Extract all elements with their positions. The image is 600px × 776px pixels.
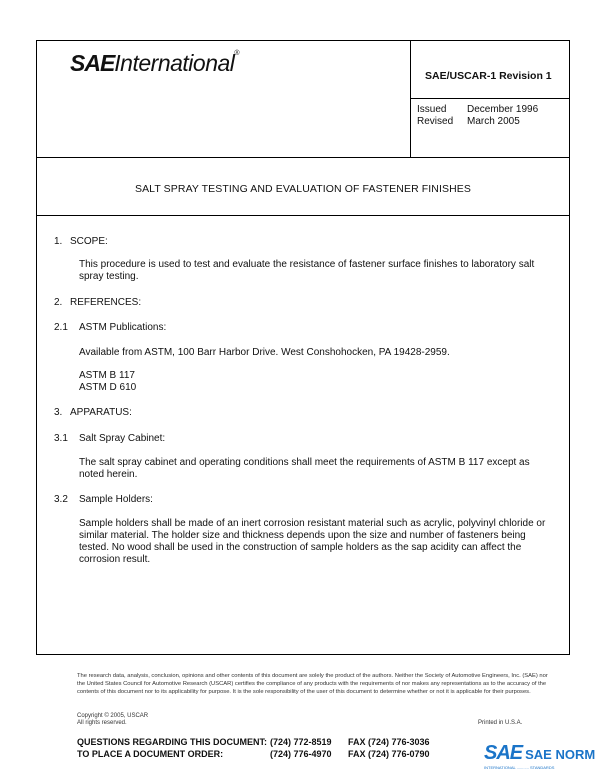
section-3-title: APPARATUS: <box>70 407 132 418</box>
section-3-1-number: 3.1 <box>54 433 68 444</box>
section-2-1-title: ASTM Publications: <box>79 322 167 333</box>
title-bottom-rule <box>36 215 570 216</box>
section-2-1-number: 2.1 <box>54 322 68 333</box>
order-fax: FAX (724) 776-0790 <box>348 749 430 759</box>
sae-international-logo <box>70 50 240 76</box>
reference-astm-b117: ASTM B 117 <box>79 370 135 381</box>
date-block <box>417 104 538 128</box>
footer-printed: Printed in U.S.A. <box>478 720 523 726</box>
footer-disclaimer: The research data, analysis, conclusion, opinions and other contents of this document are solely the product of the authors. Neither the Society of Automotive Engineers, Inc. (SAE) nor the United States Council for Automotive Research (USCAR) certifies the compliance of any products with the requirements of nor makes any representations as to the accuracy of the contents of this document nor to its applicability for purpose. It is the sole responsibility of the user of this document to determine whether or not it is applicable for their purposes. <box>77 673 548 695</box>
footer-copyright: Copyright © 2005, USCAR <box>77 713 149 719</box>
header-divider-docno <box>410 98 570 99</box>
order-phone: (724) 776-4970 <box>270 749 332 759</box>
brand-name: SAE NORM <box>525 747 596 762</box>
section-3-1-body: The salt spray cabinet and operating conditions shall meet the requirements of ASTM B 117 except as noted herein. <box>79 457 530 480</box>
logo-sae: SAE <box>70 50 115 76</box>
header-bottom-rule <box>36 157 570 158</box>
section-1-body: This procedure is used to test and evaluate the resistance of fastener surface finishes to laboratory salt spray testing. <box>79 259 535 282</box>
brand-tagline: INTERNATIONAL ........... STANDARDS <box>484 765 555 770</box>
sae-norm-brand-logo <box>484 742 596 770</box>
footer-rights: All rights reserved. <box>77 720 127 726</box>
section-3-1-title: Salt Spray Cabinet: <box>79 433 166 444</box>
brand-mark: SAE <box>484 742 523 764</box>
section-3-2-body: Sample holders shall be made of an inert corrosion resistant material such as acrylic, polyvinyl chloride or similar material. The holder size and thickness depends upon the size and number of fasteners being tested. No wood shall be used in the construction of sample holders as the sap acidity can affect the corrosion result. <box>79 518 546 565</box>
reference-astm-d610: ASTM D 610 <box>79 382 137 393</box>
section-1-number: 1. <box>54 236 63 247</box>
section-3-number: 3. <box>54 407 63 418</box>
logo-international: International <box>114 50 235 76</box>
logo-trademark: ® <box>234 50 240 57</box>
order-label: TO PLACE A DOCUMENT ORDER: <box>77 749 224 759</box>
questions-label: QUESTIONS REGARDING THIS DOCUMENT: <box>77 737 268 747</box>
document-number: SAE/USCAR-1 Revision 1 <box>425 70 552 82</box>
questions-phone: (724) 772-8519 <box>270 737 332 747</box>
section-2-number: 2. <box>54 297 63 308</box>
issued-date: December 1996 <box>467 104 539 115</box>
document-title: SALT SPRAY TESTING AND EVALUATION OF FASTENER FINISHES <box>134 183 472 195</box>
section-3-2-number: 3.2 <box>54 494 68 505</box>
revised-date: March 2005 <box>467 116 520 127</box>
questions-fax: FAX (724) 776-3036 <box>348 737 430 747</box>
section-3-2-title: Sample Holders: <box>79 494 153 505</box>
section-2-1-body: Available from ASTM, 100 Barr Harbor Drive. West Conshohocken, PA 19428-2959. <box>79 347 450 358</box>
section-1-title: SCOPE: <box>70 236 108 247</box>
revised-label: Revised <box>417 116 454 127</box>
issued-label: Issued <box>417 104 447 115</box>
section-2-title: REFERENCES: <box>70 297 142 308</box>
